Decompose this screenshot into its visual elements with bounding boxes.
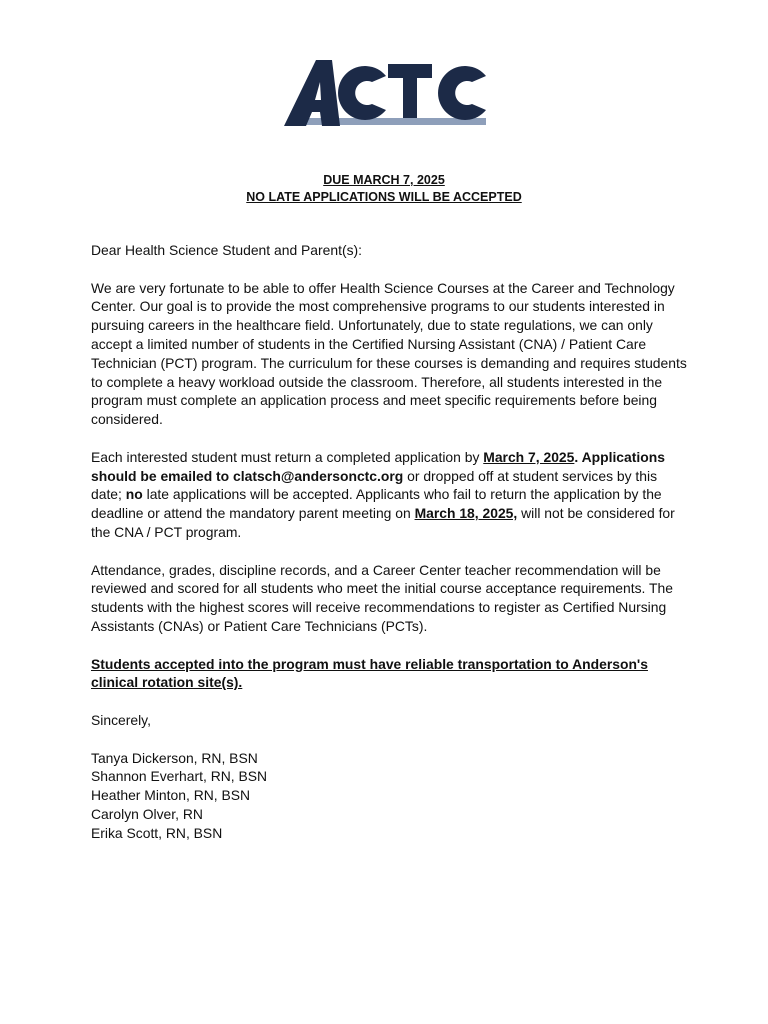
signatory-name: Tanya Dickerson, RN, BSN [91,749,258,766]
due-date-heading [0,172,768,206]
transportation-notice: Students accepted into the program must have reliable transportation to Anderson's clinical rotation site(s). [91,655,648,691]
due-date-line: DUE MARCH 7, 2025 [323,173,445,187]
paragraph-intro: We are very fortunate to be able to offer Health Science Courses at the Career and Technology Center. Our goal is to provide the most comprehensive programs to our students interested in pursuing careers in the healthcare field. Unfortunately, due to state regulations, we can only accept a limited number of students in the Certified Nursing Assistant (CNA) / Patient Care Technician (PCT) program. The curriculum for these courses is demanding and requires students to complete a heavy workload outside the classroom. Therefore, all students interested in the program must complete an application process and meet specific requirements before being considered. [91,279,687,428]
signatory-name: Shannon Everhart, RN, BSN [91,768,268,785]
text-segment: will not be considered for the CNA / PCT program. [91,505,675,540]
text-segment: or dropped off at student services by this date; [91,467,658,503]
text-segment: Each interested student must return a completed application by [91,448,484,465]
paragraph-selection: Attendance, grades, discipline records, and a Career Center teacher recommendation will be reviewed and scored for all students who meet the initial course acceptance requirements. The students with the highest scores will receive recommendations to register as Certified Nursing Assistants (CNAs) or Patient Care Technicians (PCTs). [91,561,673,634]
letter-body [91,241,691,861]
email-address[interactable]: clatsch@andersonctc.org [233,467,404,484]
signatories [91,749,691,843]
signatory-name: Heather Minton, RN, BSN [91,787,251,804]
no-late-line: NO LATE APPLICATIONS WILL BE ACCEPTED [246,190,522,204]
signatory-name: Erika Scott, RN, BSN [91,824,223,841]
meeting-date: March 18, 2025, [414,505,518,522]
text-segment: late applications will be accepted. Applicants who fail to return the application by the deadline or attend the mandatory parent meeting on [91,486,662,522]
text-segment: . Applications should be emailed to [91,448,665,484]
paragraph-application [91,448,691,542]
actc-logo [282,56,488,128]
no-emphasis: no [125,486,143,503]
signatory-name: Carolyn Olver, RN [91,805,203,822]
salutation: Dear Health Science Student and Parent(s): [91,242,363,258]
closing: Sincerely, [91,711,151,728]
deadline-date: March 7, 2025 [483,448,575,465]
